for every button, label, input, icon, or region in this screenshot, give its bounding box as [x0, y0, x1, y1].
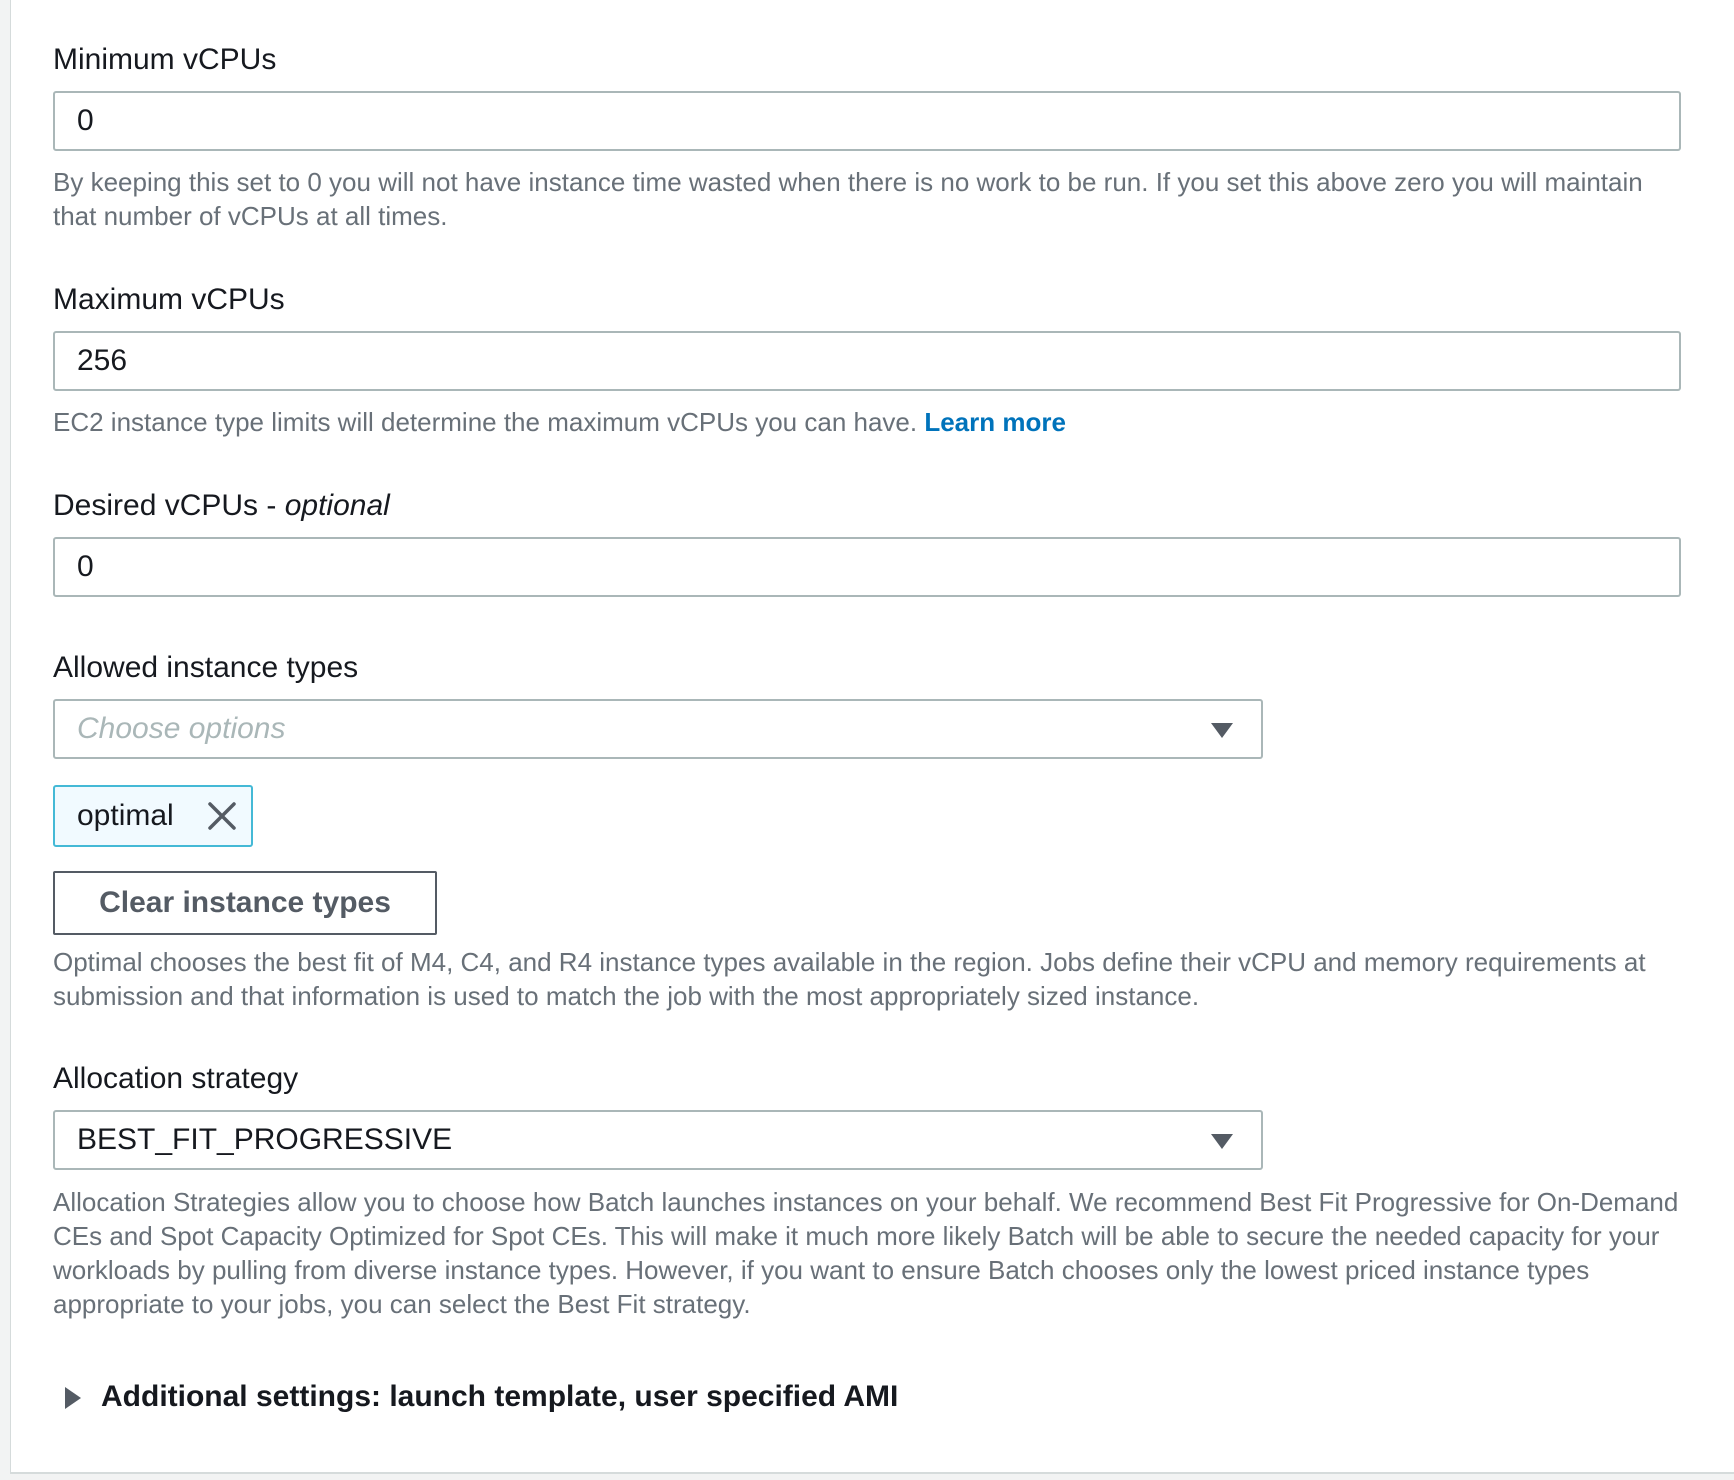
instance-types-description: Optimal chooses the best fit of M4, C4, and R4 instance types available in the region. Jobs define their vCPU and memory requirements at submission and that information is used to match the job with the most appropriately sized instance. — [53, 947, 1646, 1011]
additional-settings-label: Additional settings: launch template, user specified AMI — [101, 1380, 899, 1413]
desired-vcpus-label — [53, 488, 390, 524]
allocation-strategy-select[interactable] — [53, 1110, 1263, 1170]
min-vcpus-input[interactable]: 0 — [53, 91, 1681, 151]
clear-instance-types-button[interactable]: Clear instance types — [53, 871, 437, 935]
token-optimal — [53, 785, 253, 847]
allocation-strategy-value: BEST_FIT_PROGRESSIVE — [77, 1123, 453, 1156]
learn-more-link[interactable]: Learn more — [924, 407, 1066, 437]
close-icon[interactable] — [207, 801, 237, 831]
min-vcpus-description: By keeping this set to 0 you will not have instance time wasted when there is no work to be run. If you set this above zero you will maintain that number of vCPUs at all times. — [53, 167, 1643, 231]
caret-right-icon — [65, 1387, 81, 1409]
instance-types-placeholder: Choose options — [77, 712, 286, 745]
allocation-strategy-description: Allocation Strategies allow you to choose how Batch launches instances on your behalf. We recommend Best Fit Progressive for On-Demand CEs and Spot Capacity Optimized for Spot CEs. This will make it much more likely Batch will be able to secure the needed capacity for your workloads by pulling from diverse instance types. However, if you want to ensure Batch chooses only the lowest priced instance types appropriate to your jobs, you can select the Best Fit strategy. — [53, 1187, 1679, 1319]
caret-down-icon — [1211, 1134, 1233, 1149]
form-panel — [10, 0, 1734, 1474]
token-label: optimal — [77, 799, 174, 832]
max-vcpus-description-text: EC2 instance type limits will determine the maximum vCPUs you can have. — [53, 407, 918, 437]
optional-label: optional — [284, 489, 390, 522]
min-vcpus-label: Minimum vCPUs — [53, 43, 277, 76]
max-vcpus-description — [53, 405, 1693, 439]
max-vcpus-input[interactable]: 256 — [53, 331, 1681, 391]
instance-types-multiselect[interactable] — [53, 699, 1263, 759]
additional-settings-expander[interactable] — [65, 1377, 898, 1417]
allocation-strategy-label: Allocation strategy — [53, 1062, 299, 1095]
max-vcpus-label: Maximum vCPUs — [53, 283, 285, 316]
caret-down-icon — [1211, 723, 1233, 738]
desired-vcpus-input[interactable]: 0 — [53, 537, 1681, 597]
instance-types-label: Allowed instance types — [53, 651, 359, 684]
desired-vcpus-label-text: Desired vCPUs - — [53, 489, 285, 522]
